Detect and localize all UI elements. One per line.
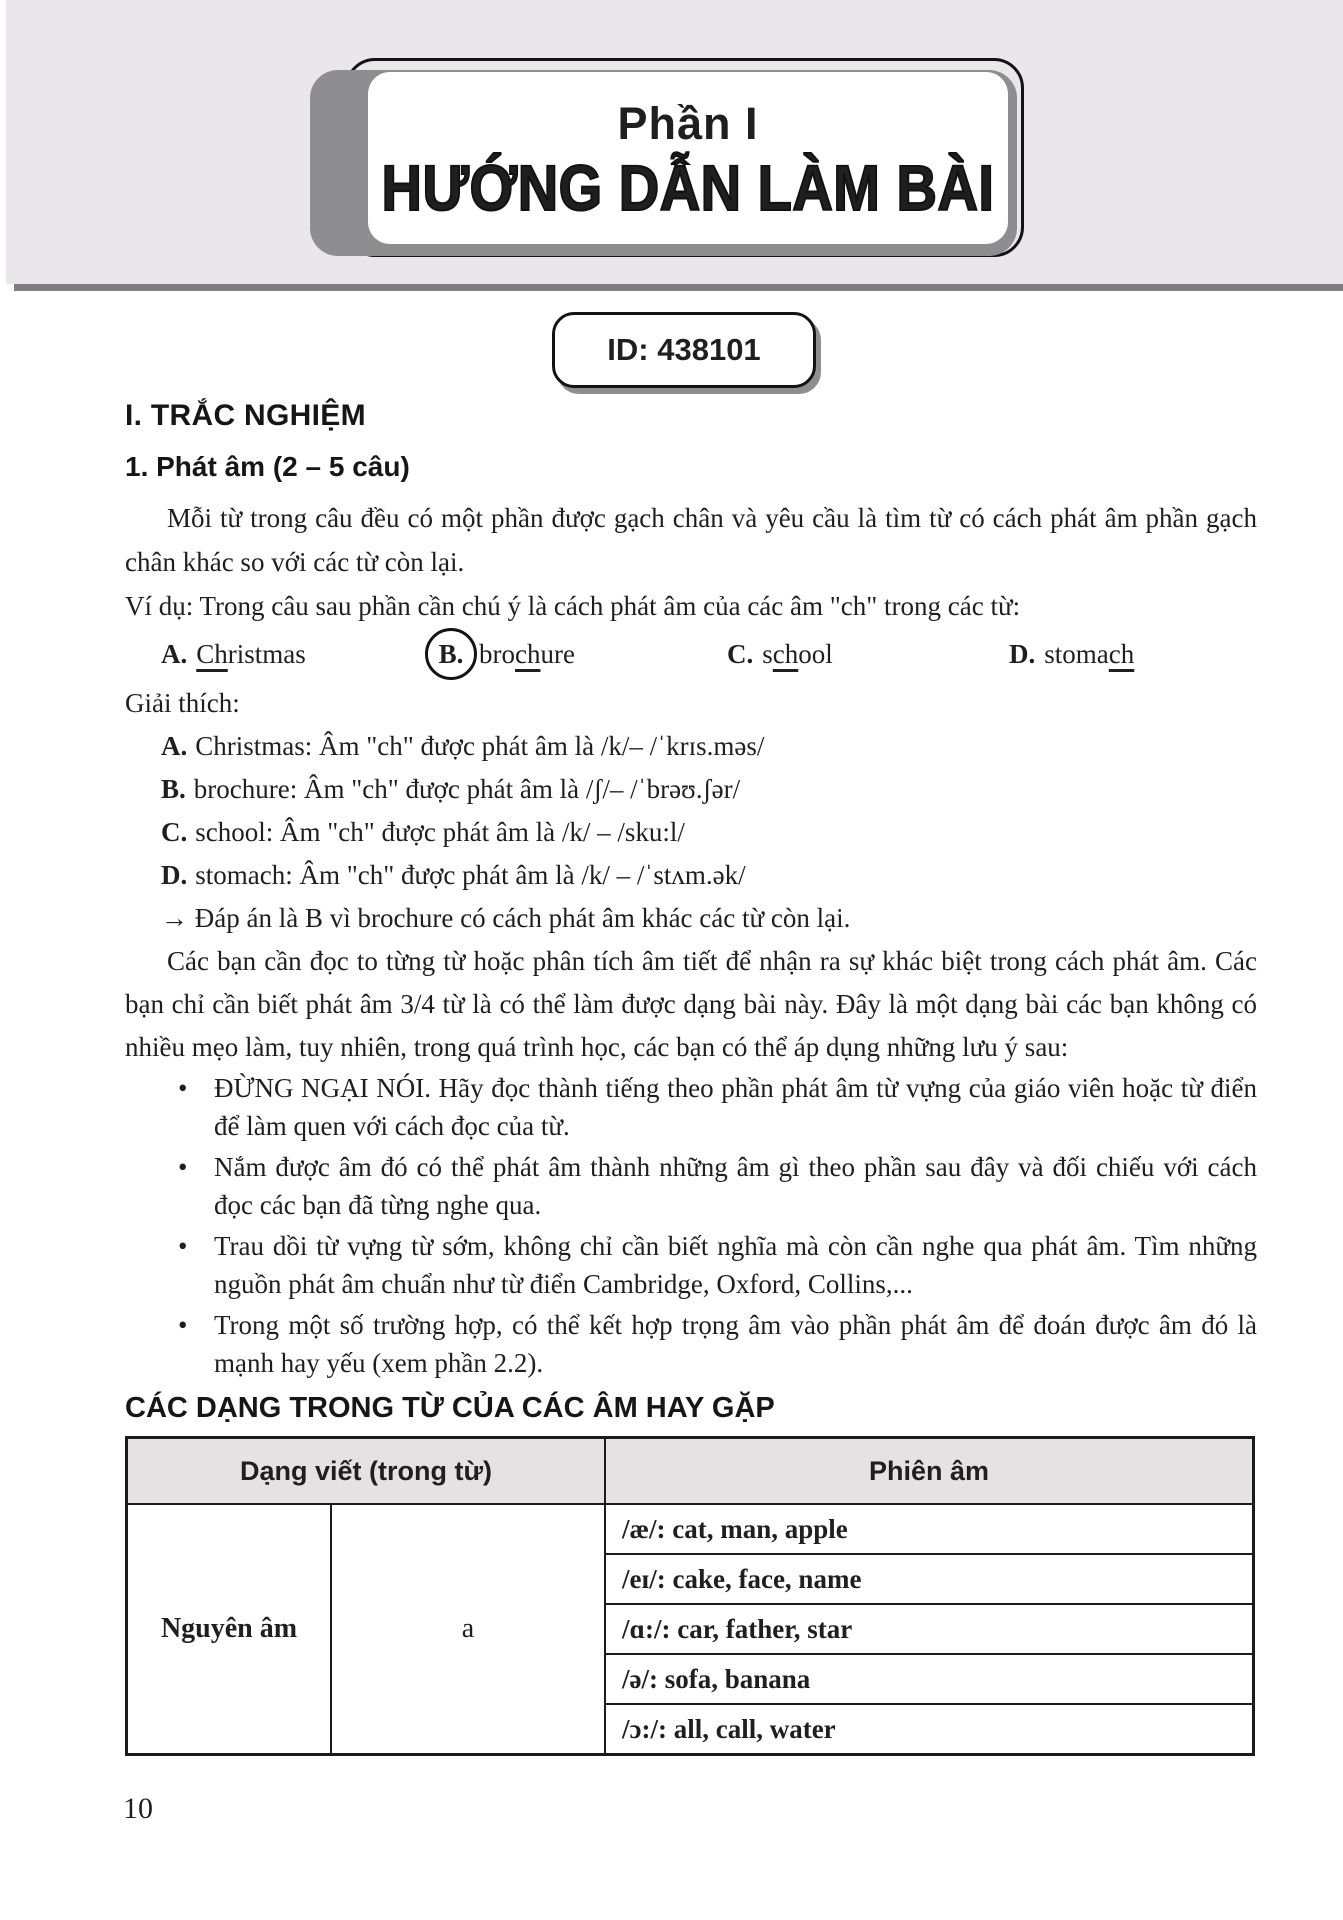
group-cell: Nguyên âm xyxy=(127,1504,332,1755)
intro-paragraph: Mỗi từ trong câu đều có một phần được gạch chân và yêu cầu là tìm từ có cách phát âm phần gạch chân khác so với các từ còn lại. xyxy=(125,503,1257,577)
option-d xyxy=(1009,630,1134,678)
advice-item-3: • Trau dồi từ vựng từ sớm, không chỉ cần biết nghĩa mà còn cần nghe qua phát âm. Tìm những nguồn phát âm chuẩn như từ điển Cambridge, Oxford, Collins,... xyxy=(125,1227,1257,1303)
id-badge-label: ID: 438101 xyxy=(607,332,761,367)
answer-line: → Đáp án là B vì brochure có cách phát âm khác các từ còn lại. xyxy=(161,903,851,933)
phonetic-cell-3: /ɑ:/: car, father, star xyxy=(605,1604,1254,1654)
col-header-phonetic: Phiên âm xyxy=(605,1438,1254,1505)
explanation-item-c-label: C. xyxy=(161,817,188,847)
explanation-item-c-text: school: Âm "ch" được phát âm là /k/ – /sku:l/ xyxy=(195,817,685,847)
page-number: 10 xyxy=(123,1792,153,1825)
phonetic-cell-2: /eɪ/: cake, face, name xyxy=(605,1554,1254,1604)
option-a-label: A. xyxy=(161,639,188,669)
letter-cell: a xyxy=(331,1504,605,1755)
title-banner xyxy=(300,40,1060,270)
explanation-item-a-text: Christmas: Âm "ch" được phát âm là /k/– /ˈkrɪs.məs/ xyxy=(195,731,765,761)
explanation-item-a xyxy=(125,725,1257,768)
phonetic-cell-5: /ɔ:/: all, call, water xyxy=(605,1704,1254,1755)
option-d-word-pre: stoma xyxy=(1044,639,1109,669)
advice-item-2: • Nắm được âm đó có thể phát âm thành những âm gì theo phần sau đây và đối chiếu với cách đọc các bạn đã từng nghe qua. xyxy=(125,1148,1257,1224)
explanation-label: Giải thích: xyxy=(125,688,240,718)
explanation-item-b-text: brochure: Âm "ch" được phát âm là /ʃ/– /ˈbrəʊ.ʃər/ xyxy=(193,774,741,804)
advice-list xyxy=(125,1069,1257,1382)
phonetic-cell-1: /æ/: cat, man, apple xyxy=(605,1504,1254,1554)
explanation-item-d xyxy=(125,854,1257,897)
phonics-table xyxy=(125,1436,1255,1756)
option-c-label: C. xyxy=(727,639,754,669)
subsection-heading: 1. Phát âm (2 – 5 câu) xyxy=(125,451,410,482)
explanation-item-d-label: D. xyxy=(161,860,188,890)
explanation-item-c xyxy=(125,811,1257,854)
option-c-word-post: ool xyxy=(798,639,833,669)
option-c-word xyxy=(762,632,833,676)
main-content xyxy=(125,400,1257,1756)
option-d-label: D. xyxy=(1009,639,1036,669)
col-header-written-form: Dạng viết (trong từ) xyxy=(127,1438,606,1505)
banner-title: HƯỚNG DẪN LÀM BÀI xyxy=(381,150,995,224)
section-heading: I. TRẮC NGHIỆM xyxy=(125,399,366,432)
option-c-word-underlined: ch xyxy=(772,639,799,669)
option-b-word-pre: bro xyxy=(479,639,515,669)
table-heading: CÁC DẠNG TRONG TỪ CỦA CÁC ÂM HAY GẶP xyxy=(125,1392,775,1424)
phonics-table-body xyxy=(127,1504,1254,1755)
explanation-item-b-label: B. xyxy=(161,774,186,804)
options-row xyxy=(125,630,1257,678)
option-b xyxy=(425,630,575,678)
option-a-word-underlined: Ch xyxy=(196,639,228,669)
option-d-word xyxy=(1044,632,1134,676)
explanation-item-b xyxy=(125,768,1257,811)
explanation-list xyxy=(125,725,1257,897)
banner-card xyxy=(368,72,1008,244)
advice-item-1: • ĐỪNG NGẠI NÓI. Hãy đọc thành tiếng theo phần phát âm từ vựng của giáo viên hoặc từ điển để làm quen với cách đọc của từ. xyxy=(125,1069,1257,1145)
option-c-word-pre: s xyxy=(762,639,773,669)
table-header-row xyxy=(127,1438,1254,1505)
phonics-table-head xyxy=(127,1438,1254,1505)
part-label: Phần I xyxy=(617,97,759,149)
phonetic-cell-4: /ə/: sofa, banana xyxy=(605,1654,1254,1704)
option-d-word-underlined: ch xyxy=(1108,639,1135,669)
option-b-word-post: ure xyxy=(540,639,575,669)
option-a-word-post: ristmas xyxy=(227,639,306,669)
explanation-item-a-label: A. xyxy=(161,731,188,761)
option-a-word xyxy=(196,632,306,676)
id-badge xyxy=(552,312,816,388)
option-c xyxy=(727,630,833,678)
advice-item-4: • Trong một số trường hợp, có thể kết hợp trọng âm vào phần phát âm để đoán được âm đó là mạnh hay yếu (xem phần 2.2). xyxy=(125,1306,1257,1382)
option-b-word-underlined: ch xyxy=(515,639,541,669)
option-a xyxy=(161,630,306,678)
header-divider-bar xyxy=(14,284,1343,291)
answer-circle xyxy=(425,628,477,680)
option-b-word xyxy=(479,632,575,676)
option-b-label: B. xyxy=(438,639,464,669)
explanation-item-d-text: stomach: Âm "ch" được phát âm là /k/ – /ˈstʌm.ək/ xyxy=(195,860,746,890)
advice-paragraph: Các bạn cần đọc to từng từ hoặc phân tích âm tiết để nhận ra sự khác biệt trong cách phát âm. Các bạn chỉ cần biết phát âm 3/4 từ là có thể làm được dạng bài này. Đây là một dạng bài các bạn không có nhiều mẹo làm, tuy nhiên, trong quá trình học, các bạn có thể áp dụng những lưu ý sau: xyxy=(125,946,1257,1062)
example-lead: Ví dụ: Trong câu sau phần cần chú ý là cách phát âm của các âm "ch" trong các từ: xyxy=(125,591,1021,621)
table-row xyxy=(127,1504,1254,1554)
